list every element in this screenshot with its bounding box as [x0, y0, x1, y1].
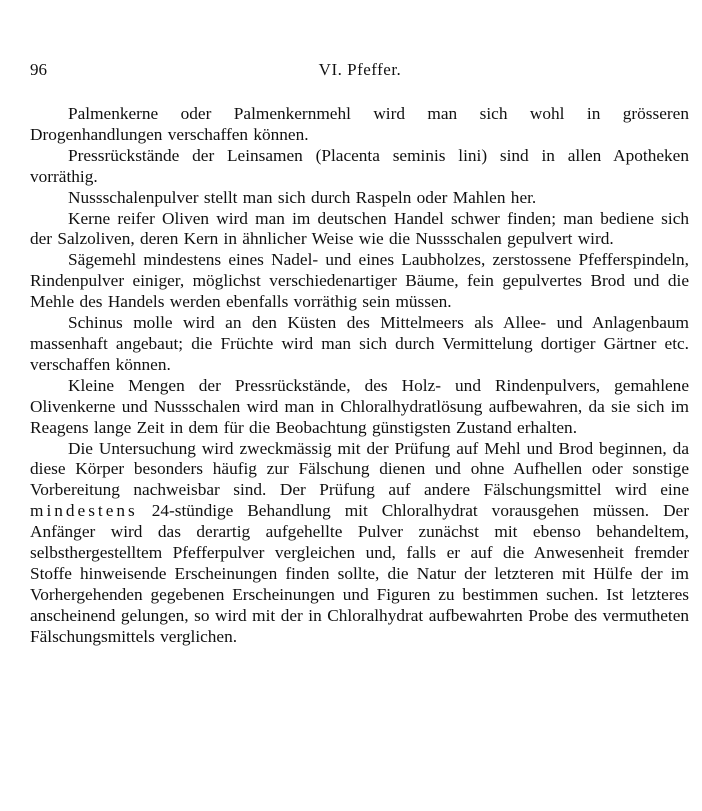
paragraph-olivenkerne: Kerne reifer Oliven wird man im deutschen Handel schwer finden; man bediene sich der Salzoliven, deren Kern in ähnlicher Weise wie die Nussschalen gepulvert wird.: [30, 208, 689, 249]
untersuchung-text-end: 24-stündige Behandlung mit Chloralhydrat vorausgehen müssen. Der Anfänger wird das derartig aufgehellte Pulver zunächst mit ebenso behandeltem, selbsthergestelltem Pfefferpulver vergleichen und, falls er auf die Anwesenheit fremder Stoffe hinweisende Erscheinungen finden sollte, die Natur der letzteren mit Hülfe der im Vorhergehenden gegebenen Erscheinungen und Figuren zu bestimmen suchen. Ist letzteres anscheinend gelungen, so wird mit der in Chloralhydrat aufbewahrten Probe des vermutheten Fälschungsmittels verglichen.: [30, 501, 689, 646]
running-head: [30, 60, 690, 84]
paragraph-pressrueckstaende: Pressrückstände der Leinsamen (Placenta seminis lini) sind in allen Apotheken vorräthig.: [30, 145, 689, 186]
running-title: VI. Pfeffer.: [318, 60, 402, 79]
paragraph-untersuchung: [30, 439, 689, 648]
paragraph-schinus-molle: Schinus molle wird an den Küsten des Mittelmeers als Allee- und Anlagenbaum massenhaft angebaut; die Früchte wird man sich durch Vermittelung dortiger Gärtner etc. verschaffen können.: [30, 313, 689, 374]
emphasis-mindestens: mindestens: [30, 501, 138, 521]
body-text: [30, 104, 689, 648]
untersuchung-text-start: Die Untersuchung wird zweckmässig mit der Prüfung auf Mehl und Brod beginnen, da diese Körper besonders häufig zur Fälschung dienen und ohne Aufhellen oder sonstige Vorbereitung nachweisbar sind. Der Prüfung auf andere Fälschungsmittel wird eine: [30, 438, 689, 500]
paragraph-palmenkerne: Palmenkerne oder Palmenkernmehl wird man sich wohl in grösseren Drogenhandlungen verschaffen können.: [30, 104, 689, 144]
paragraph-aufbewahrung: Kleine Mengen der Pressrückstände, des Holz- und Rindenpulvers, gemahlene Olivenkerne und Nussschalen wird man in Chloralhydratlösung aufbewahren, da sie sich im Reagens lange Zeit in dem für die Beobachtung günstigsten Zustand erhalten.: [30, 375, 689, 437]
paragraph-nussschalenpulver: Nussschalenpulver stellt man sich durch Raspeln oder Mahlen her.: [68, 187, 537, 207]
paragraph-saegemehl: Sägemehl mindestens eines Nadel- und eines Laubholzes, zerstossene Pfefferspindeln, Rindenpulver einiger, möglichst verschiedenartiger Bäume, fein gepulvertes Brod und die Mehle des Handels werden ebenfalls vorräthig sein müssen.: [30, 250, 689, 312]
page-number: 96: [30, 60, 47, 79]
